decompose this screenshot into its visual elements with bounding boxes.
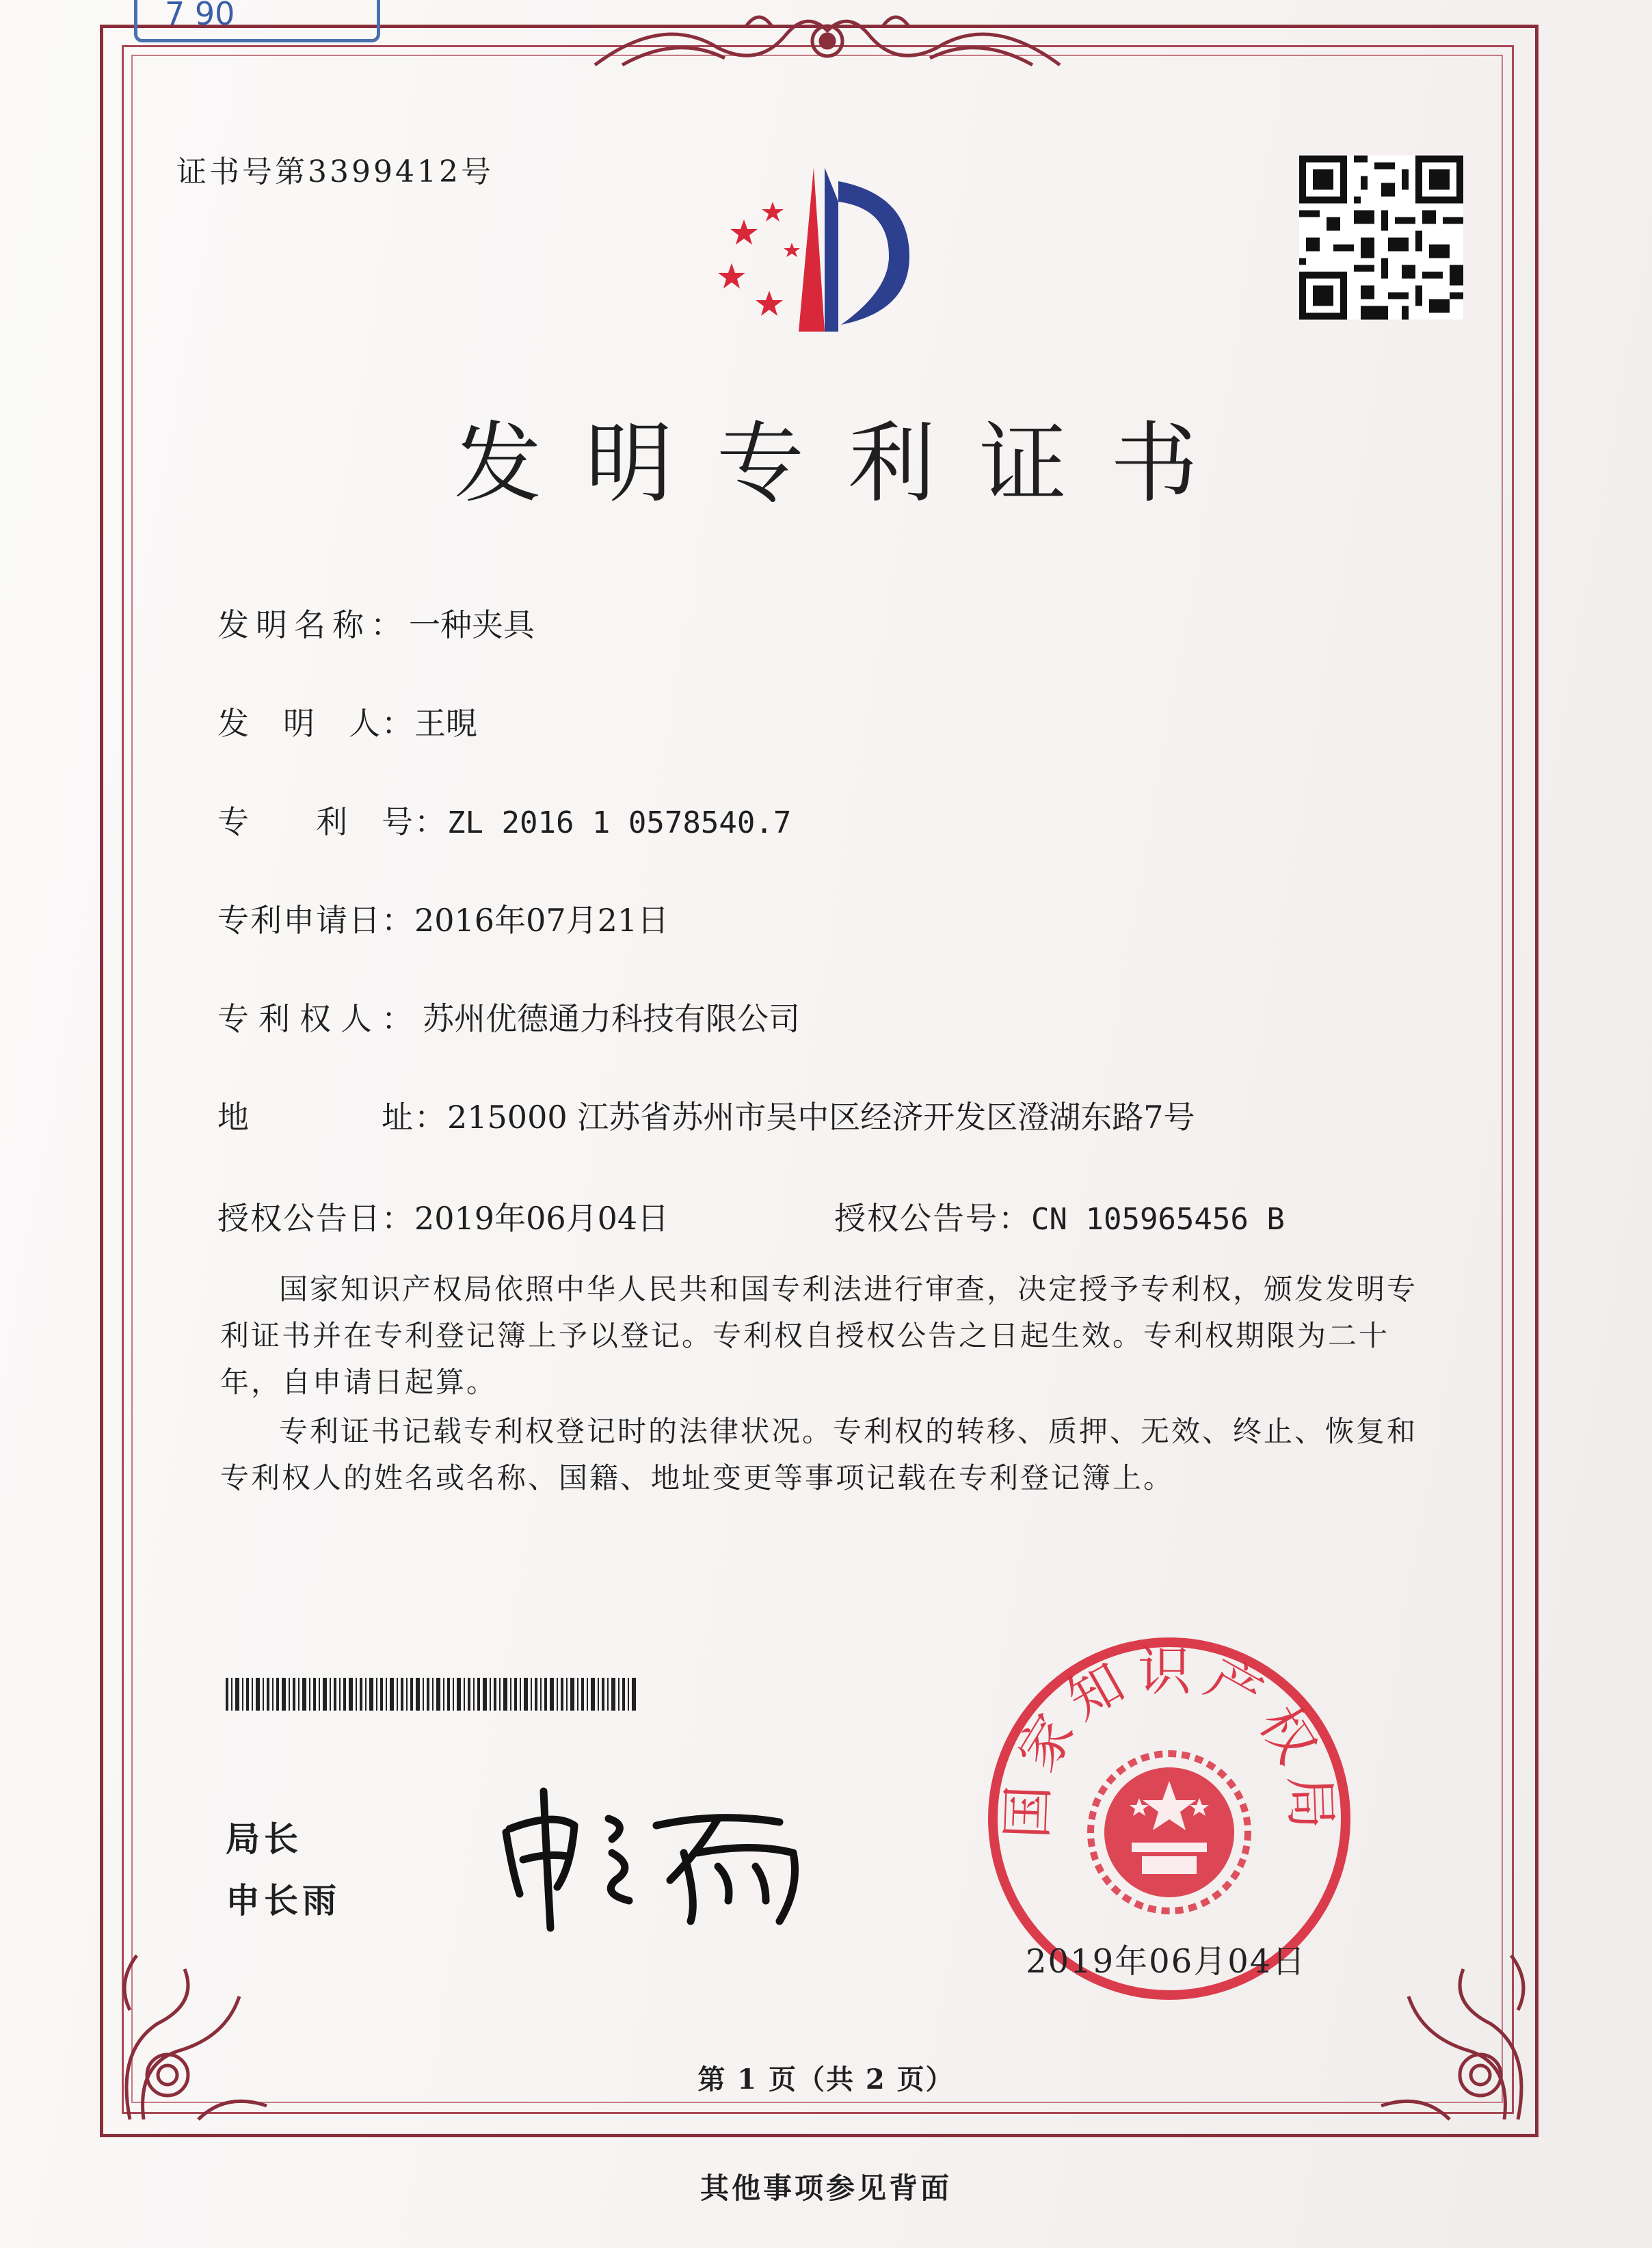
- director-signature: [492, 1764, 848, 1942]
- field-value: 王晛: [414, 705, 477, 742]
- cnipa-logo-icon: [704, 154, 950, 345]
- bottom-left-ornament: [103, 1928, 280, 2133]
- certificate-paragraph-1: 国家知识产权局依照中华人民共和国专利法进行审查，决定授予专利权，颁发发明专利证书并在专利登记簿上予以登记。专利权自授权公告之日起生效。专利权期限为二十年，自申请日起算。: [220, 1272, 1418, 1399]
- field-label: 发明名称：: [217, 606, 409, 643]
- barcode-icon: [226, 1678, 636, 1711]
- field-label: 专利申请日：: [217, 902, 414, 939]
- field-patent-number: [217, 797, 791, 842]
- field-label: 地 址：: [217, 1099, 447, 1136]
- footer-note: 其他事项参见背面: [700, 2171, 952, 2205]
- field-grant-announcement-date: [217, 1194, 669, 1239]
- field-value: ZL 2016 1 0578540.7: [447, 805, 792, 840]
- certificate-paragraph-2: 专利证书记载专利权登记时的法律状况。专利权的转移、质押、无效、终止、恢复和专利权人的姓名或名称、国籍、地址变更等事项记载在专利登记簿上。: [220, 1415, 1418, 1495]
- field-patentee: [217, 994, 800, 1039]
- field-application-date: [217, 896, 669, 941]
- field-label: 授权公告日：: [217, 1200, 414, 1237]
- field-address: [217, 1093, 1195, 1138]
- handwritten-corner-note: 7 90: [134, 0, 380, 42]
- field-value: 2019年06月04日: [414, 1200, 669, 1237]
- field-inventor: [217, 699, 477, 744]
- field-value: 2016年07月21日: [414, 902, 669, 939]
- field-grant-announcement-number: [834, 1194, 1285, 1239]
- field-value: 苏州优德通力科技有限公司: [423, 1000, 800, 1037]
- certificate-title: 发明专利证书: [453, 413, 1242, 515]
- field-label: 专 利 号：: [217, 803, 447, 840]
- qr-code-icon: [1299, 154, 1463, 321]
- field-value: CN 105965456 B: [1031, 1202, 1285, 1237]
- seal-date: 2019年06月04日: [1026, 1942, 1307, 1981]
- bottom-right-ornament: [1368, 1928, 1545, 2133]
- page-indicator: 第 1 页（共 2 页）: [697, 2063, 955, 2096]
- field-label: 发 明 人：: [217, 705, 414, 742]
- director-name: 申长雨: [226, 1881, 341, 1921]
- field-label: 专利权人：: [217, 1000, 423, 1037]
- director-title: 局长: [226, 1819, 302, 1859]
- field-value: 一种夹具: [409, 606, 535, 643]
- seal-text: 国家知识产权局: [996, 1640, 1342, 1841]
- field-invention-name: [217, 600, 535, 645]
- field-label: 授权公告号：: [834, 1200, 1031, 1237]
- certificate-number: 证书号第3399412号: [176, 155, 494, 189]
- field-value: 215000 江苏省苏州市吴中区经济开发区澄湖东路7号: [447, 1099, 1195, 1136]
- top-ornament: [581, 0, 1074, 75]
